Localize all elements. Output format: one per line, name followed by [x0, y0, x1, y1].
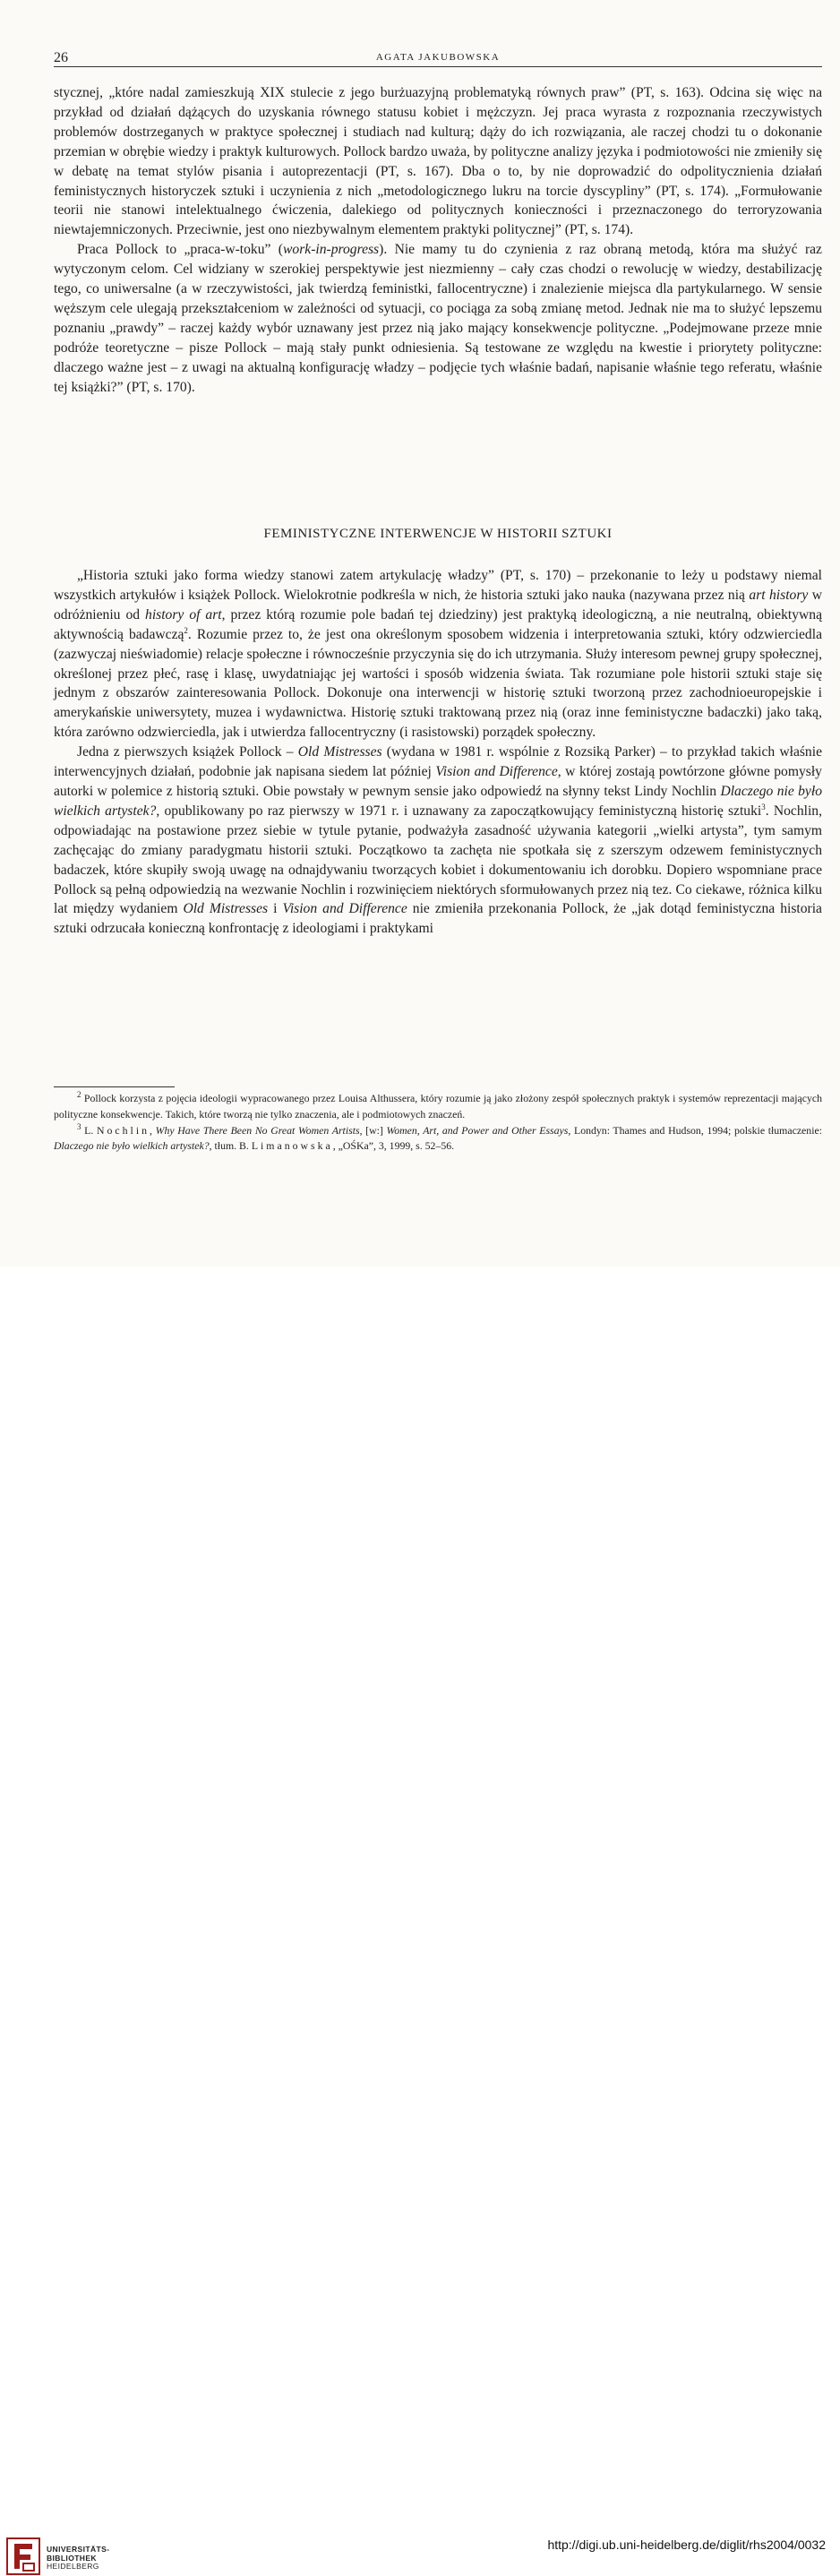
footnote-3: $^3$ L. Nochlin, Why Have There Been No Great Women Artists, [w:] Women, Art, and Power and Other Essays, Londyn: Thames and Hudson, 1994; polskie tłumaczenie: Dlaczego nie było wielkich artystek?, tłum. B. Limanowska, „OŚKa”, 3, 1999, s. 52–56.: [54, 1121, 822, 1153]
paragraph: Praca Pollock to „praca-w-toku” (work-in-progress). Nie mamy tu do czynienia z raz obraną metodą, która ma służyć raz wytyczonym celom. Cel widziany w szerokiej perspektywie jest niezmienny – cały czas chodzi o rewolucję w wiedzy, destabilizację tego, co uniwersalne (a w rzeczywistości, jak twierdzą feministki, fallocentryczne) i znalezienie miejsca dla partykularnego. W sensie węższym cele ulegają przekształceniom w zależności od sytuacji, co pociąga za sobą zmianę metod. Jednak nie ma to służyć lepszemu poznaniu „prawdy” – raczej każdy wybór uznawany jest przez nią jako mający konsekwencje polityczne. „Podejmowane przeze mnie podróże teoretyczne – pisze Pollock – mają stały punkt odniesienia. Są testowane ze względu na kwestie i priorytety polityczne: dlaczego ważne jest – z uwagi na aktualną konfigurację władzy – podjęcie tych właśnie badań, napisanie właśnie tego referatu, właśnie tej książki?” (PT, s. 170).: [54, 242, 822, 395]
page-header: [54, 50, 822, 67]
paragraph: stycznej, „które nadal zamieszkują XIX stulecie z jego burżuazyjną problematyką równych praw” (PT, s. 163). Odcina się więc na przykład od działań dążących do uzyskania równego statusu kobiet i mężczyzn. Jej praca wyrasta z rozpoznania rzeczywistych problemów dostrzeganych w praktyce społecznej i studiach nad kulturą; dąży do ich rozwiązania, ale raczej chodzi tu o dokonanie przemian w obrębie wiedzy i praktyk kulturowych. Pollock bardzo uważa, by polityczne analizy języka i podmiotowości nie zmieniły się w debatę na temat stylów pisania i autoprezentacji (PT, s. 167). Dba o to, by nie doprowadzić do odpolitycznienia działań feministycznych historyczek sztuki i uczynienia z nich „metodologicznego lukru na torcie dyscypliny” (PT, s. 174). „Formułowanie teorii nie stanowi intelektualnego ćwiczenia, dalekiego od politycznych konieczności i przeznaczonego do terroryzowania niewtajemniczonych. Przeciwnie, jest ono niezbywalnym elementem praktyki politycznej” (PT, s. 174).: [54, 85, 822, 238]
paragraph: „Historia sztuki jako forma wiedzy stanowi zatem artykulację władzy” (PT, s. 170) – przekonanie to leży u podstawy niemal wszystkich artykułów i książek Pollock. Wielokrotnie podkreśla w nich, że historia sztuki jako nauka (nazywana przez nią art history w odróżnieniu od history of art, przez którą rozumie pole badań tej dziedziny) jest praktyką ideologiczną, a nie neutralną, obiektywną aktywnością badawczą$^2$. Rozumie przez to, że jest ona określonym sposobem widzenia i interpretowania sztuki, który odzwierciedla (zazwyczaj nieświadomie) relacje społeczne i równocześnie przyczynia się do ich utrzymania. Służy interesom pewnej grupy społecznej, określonej przez płeć, rasę i klasę, uwydatniając jej wartości i sposób widzenia świata. Tak rozumiane pole historii sztuki staje się jednym z obszarów zainteresowania Pollock. Dokonuje ona interwencji w historię sztuki tworzoną przez zachodnioeuropejskie i amerykańskie uniwersytety, muzea i wydawnictwa. Historię sztuki traktowaną przez nią (oraz inne feministyczne badaczki) jako taką, która zarówno odzwierciedla, jak i utwierdza fallocentryczny (i rasistowski) porządek społeczny.: [54, 568, 822, 741]
scanned-page: [0, 0, 840, 1267]
footnotes: [54, 1091, 822, 1155]
footnote-divider: [54, 1086, 175, 1087]
source-url-link[interactable]: http://digi.ub.uni-heidelberg.de/diglit/rhs2004/0032: [547, 2537, 826, 2552]
running-head: AGATA JAKUBOWSKA: [375, 52, 501, 63]
body-text-section-1: [54, 83, 822, 398]
footnote-ref[interactable]: 3: [761, 802, 766, 811]
page-number: 26: [54, 50, 68, 65]
body-text-section-2: [54, 566, 822, 939]
section-heading: FEMINISTYCZNE INTERWENCJE W HISTORII SZTUKI: [263, 527, 613, 541]
library-name: UNIVERSITÄTS- BIBLIOTHEK HEIDELBERG: [47, 2545, 110, 2571]
footnote-ref[interactable]: 2: [184, 625, 188, 635]
footnote-2: $^2$ Pollock korzysta z pojęcia ideologii wypracowanego przez Louisa Althussera, który rozumie ją jako złożony zespół społecznych praktyk i systemów reprezentacji mających polityczne konsekwencje. Takich, które tworzą nie tylko znaczenia, ale i podmiotowych znaczeń.: [54, 1090, 822, 1121]
library-logo-icon: [5, 2537, 41, 2576]
paragraph: Jedna z pierwszych książek Pollock – Old Mistresses (wydana w 1981 r. wspólnie z Rozsiką Parker) – to przykład takich właśnie interwencyjnych działań, podobnie jak napisana siedem lat później Vision and Difference, w której zostają powtórzone główne pomysły autorki w polemice z historią sztuki. Obie powstały w pewnym sensie jako odpowiedź na słynny tekst Lindy Nochlin Dlaczego nie było wielkich artystek?, opublikowany po raz pierwszy w 1971 r. i uznawany za zapoczątkowujący feministyczną historię sztuki$^3$. Nochlin, odpowiadając na postawione przez siebie w tytule pytanie, podważyła zasadność używania kategorii „wielki artysta”, tym samym zachęcając do zmiany paradygmatu historii sztuki. Początkowo ta zachęta nie spotkała się z szerszym odzewem feministycznych badaczek, które skupiły swoją uwagę na odnajdywaniu tworzących kobiet i dokumentowaniu ich dorobku. Dopiero wspomniane prace Pollock są pełną odpowiedzią na wezwanie Nochlin i rozwinięciem niektórych sformułowanych przez nią tez. Co ciekawe, różnica kilku lat między wydaniem Old Mistresses i Vision and Difference nie zmieniła przekonania Pollock, że „jak dotąd feministyczna historia sztuki odrzucała konieczną konfrontację z ideologiami i praktykami: [54, 744, 822, 937]
digitization-footer: [0, 1267, 840, 2571]
